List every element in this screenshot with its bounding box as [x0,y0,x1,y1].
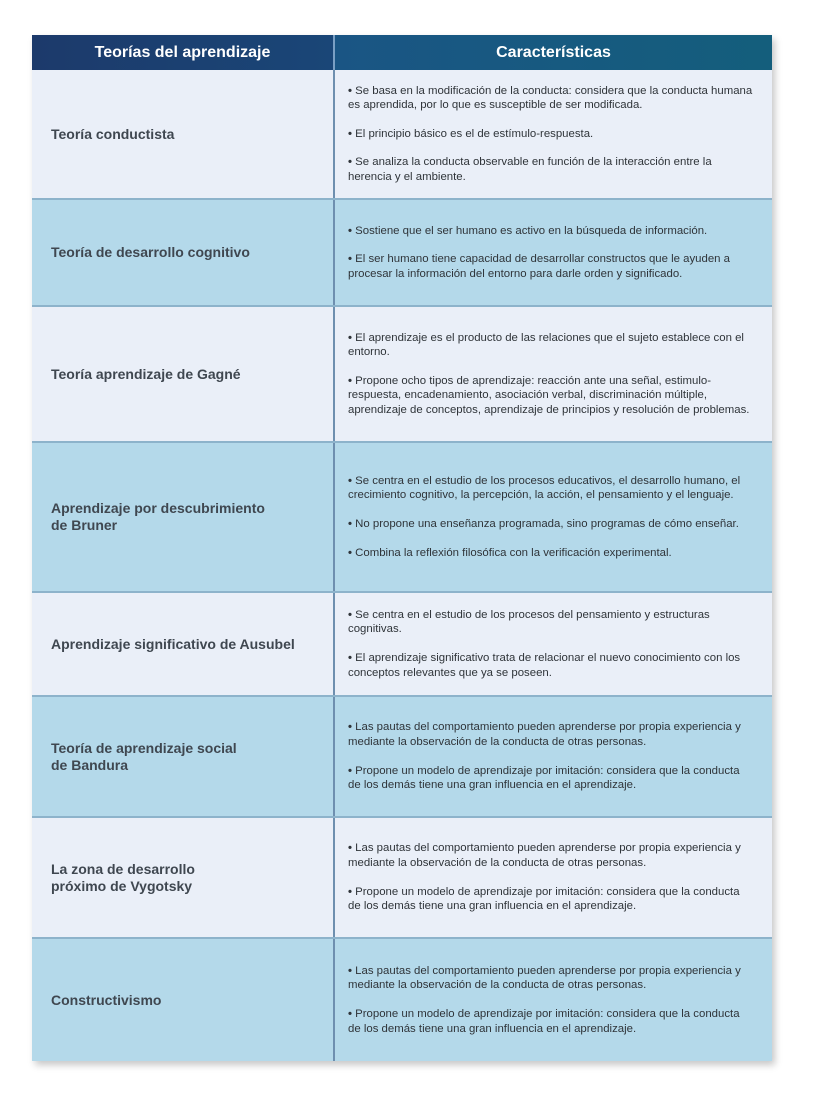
table-row [32,818,772,939]
characteristic-text: Se analiza la conducta observable en función de la interacción entre la herencia y el ambiente. [348,156,712,183]
bullet-icon: • [348,546,356,559]
bullet-icon: • [348,721,356,734]
bullet-icon: • [348,84,356,97]
characteristic-point [348,252,754,281]
bullet-icon: • [348,1008,356,1020]
characteristics-cell [335,70,772,198]
table-body [32,70,772,1061]
characteristic-point [348,127,754,142]
characteristic-text: Propone ocho tipos de aprendizaje: reacción ante una señal, estimulo-respuesta, encadenamiento, asociación verbal, discriminación múltiple, aprendizaje de conceptos, aprendizaje de principios y resolución de problemas. [348,374,750,416]
table-row [32,697,772,818]
characteristic-point [348,517,754,532]
table-row [32,593,772,697]
theory-name-text: Teoría aprendizaje de Gagné [51,365,241,382]
bullet-icon: • [348,885,356,898]
theory-name [32,443,335,591]
table-row [32,70,772,200]
bullet-icon: • [348,842,356,855]
theory-name-text: Teoría conductista [51,125,175,142]
characteristic-point [348,764,754,793]
theory-name [32,939,335,1061]
header-characteristics: Características [335,35,772,70]
characteristic-text: Se basa en la modificación de la conducta: considera que la conducta humana es aprendida, por lo que es susceptible de ser modificada. [348,84,753,112]
characteristic-point [348,841,754,870]
theory-name-text: La zona de desarrollo próximo de Vygotsky [51,860,195,894]
bullet-icon: • [348,253,356,266]
theory-name [32,593,335,695]
characteristics-cell [335,818,772,937]
characteristic-text: Propone un modelo de aprendizaje por imitación: considera que la conducta de los demás tiene una gran influencia en el aprendizaje. [348,1008,740,1035]
characteristic-point [348,84,754,113]
characteristic-text: El aprendizaje es el producto de las relaciones que el sujeto establece con el entorno. [348,331,744,359]
characteristic-text: El aprendizaje significativo trata de relacionar el nuevo conocimiento con los conceptos relevantes que ya se poseen. [348,652,741,679]
characteristic-point [348,155,754,184]
characteristic-text: No propone una enseñanza programada, sino programas de cómo enseñar. [355,518,739,530]
bullet-icon: • [348,608,356,621]
theory-name [32,697,335,816]
characteristic-text: El ser humano tiene capacidad de desarrollar constructos que le ayuden a procesar la información del entorno para darle orden y significado. [348,253,731,280]
characteristic-text: Combina la reflexión filosófica con la verificación experimental. [355,546,672,559]
characteristic-text: El principio básico es el de estímulo-respuesta. [355,127,594,140]
theory-name-text: Aprendizaje por descubrimiento de Bruner [51,500,265,533]
characteristics-cell [335,200,772,305]
characteristic-text: Las pautas del comportamiento pueden aprenderse por propia experiencia y mediante la observación de la conducta de otras personas. [348,721,741,748]
characteristic-point [348,474,754,503]
header-theories: Teorías del aprendizaje [32,35,335,70]
bullet-icon: • [348,652,356,664]
theories-table [32,35,772,1061]
characteristic-text: Propone un modelo de aprendizaje por imitación: considera que la conducta de los demás tiene una gran influencia en el aprendizaje. [348,885,740,913]
theory-name [32,200,335,305]
characteristic-point [348,331,754,360]
bullet-icon: • [348,964,356,977]
bullet-icon: • [348,518,356,530]
theory-name-text: Constructivismo [51,991,162,1008]
table-row [32,200,772,307]
characteristics-cell [335,939,772,1061]
table-row [32,443,772,593]
bullet-icon: • [348,331,356,344]
characteristic-text: Sostiene que el ser humano es activo en la búsqueda de información. [355,224,708,237]
characteristic-text: Propone un modelo de aprendizaje por imitación: considera que la conducta de los demás tiene una gran influencia en el aprendizaje. [348,764,740,792]
characteristic-point [348,608,754,637]
characteristic-point [348,224,754,239]
characteristic-point [348,885,754,914]
theory-name-text: Teoría de aprendizaje social de Bandura [51,739,237,773]
characteristics-cell [335,697,772,816]
theory-name-text: Teoría de desarrollo cognitivo [51,244,250,260]
table-row [32,939,772,1061]
characteristics-cell [335,593,772,695]
characteristic-point [348,1007,754,1036]
theory-name-text: Aprendizaje significativo de Ausubel [51,635,295,652]
characteristics-cell [335,307,772,441]
bullet-icon: • [348,224,356,237]
theory-name [32,70,335,198]
table-header [32,35,772,70]
characteristic-point [348,720,754,749]
characteristic-point [348,374,754,418]
bullet-icon: • [348,474,356,487]
theory-name [32,307,335,441]
characteristic-text: Se centra en el estudio de los procesos educativos, el desarrollo humano, el crecimiento cognitivo, la percepción, la acción, el pensamiento y el lenguaje. [348,474,741,502]
bullet-icon: • [348,156,356,169]
characteristic-text: Se centra en el estudio de los procesos del pensamiento y estructuras cognitivas. [348,608,710,636]
bullet-icon: • [348,374,356,387]
characteristic-point [348,651,754,680]
bullet-icon: • [348,127,356,140]
characteristic-text: Las pautas del comportamiento pueden aprenderse por propia experiencia y mediante la observación de la conducta de otras personas. [348,842,741,869]
bullet-icon: • [348,764,356,777]
characteristic-point [348,964,754,993]
theory-name [32,818,335,937]
characteristic-point [348,546,754,561]
characteristic-text: Las pautas del comportamiento pueden aprenderse por propia experiencia y mediante la observación de la conducta de otras personas. [348,964,741,992]
table-row [32,307,772,443]
characteristics-cell [335,443,772,591]
